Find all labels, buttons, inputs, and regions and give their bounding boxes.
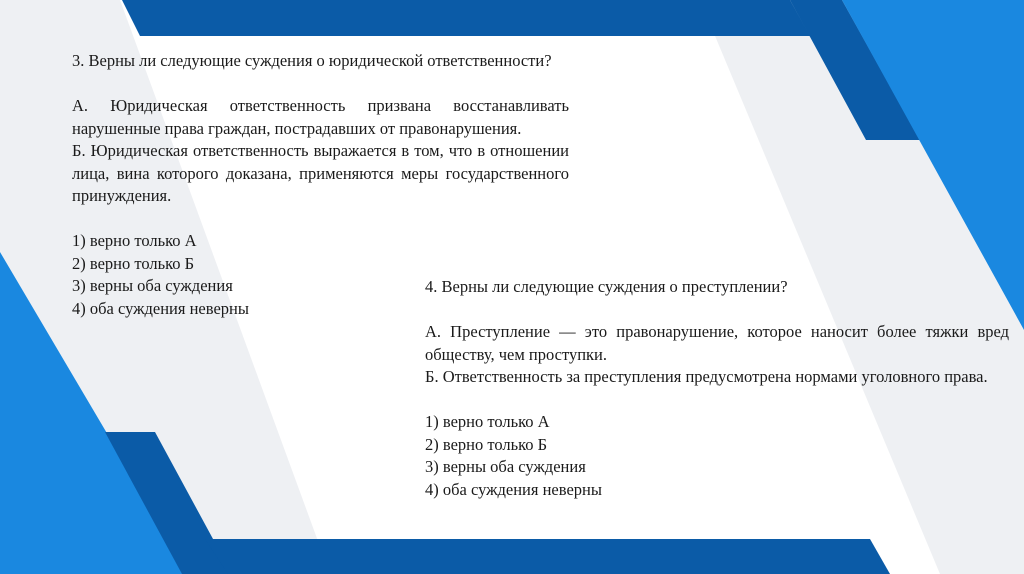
question-3-option-3: 3) верны оба суждения [72, 276, 233, 295]
question-4-statement-b: Б. Ответственность за преступления предусмотрена нормами уголовного права. [425, 367, 988, 386]
question-4-statement-a: А. Преступление — это правонарушение, которое наносит более тяжки вред обществу, чем проступки. [425, 322, 1009, 364]
question-3-option-2: 2) верно только Б [72, 253, 195, 273]
question-4-option-3: 3) верны оба суждения [425, 457, 586, 476]
question-4-option-1: 1) верно только А [425, 412, 550, 431]
question-4-option-2: 2) верно только Б [425, 434, 548, 454]
question-3-statement-b: Б. Юридическая ответственность выражается в том, что в отношении лица, вина которого доказана, применяются меры государственного принуждения. [72, 141, 569, 205]
question-3-option-4: 4) оба суждения неверны [72, 298, 249, 318]
top-dark-band [122, 0, 810, 36]
question-3-statement-a: А. Юридическая ответственность призвана восстанавливать нарушенные права граждан, пострадавших от правонарушения. [72, 96, 569, 138]
bottom-band [205, 539, 890, 574]
question-3-option-1: 1) верно только А [72, 231, 197, 250]
question-4-option-4: 4) оба суждения неверны [425, 479, 602, 499]
question-3-title: 3. Верны ли следующие суждения о юридической ответственности? [72, 51, 552, 70]
question-4-title: 4. Верны ли следующие суждения о преступлении? [425, 277, 788, 296]
question-4 [425, 276, 1009, 501]
